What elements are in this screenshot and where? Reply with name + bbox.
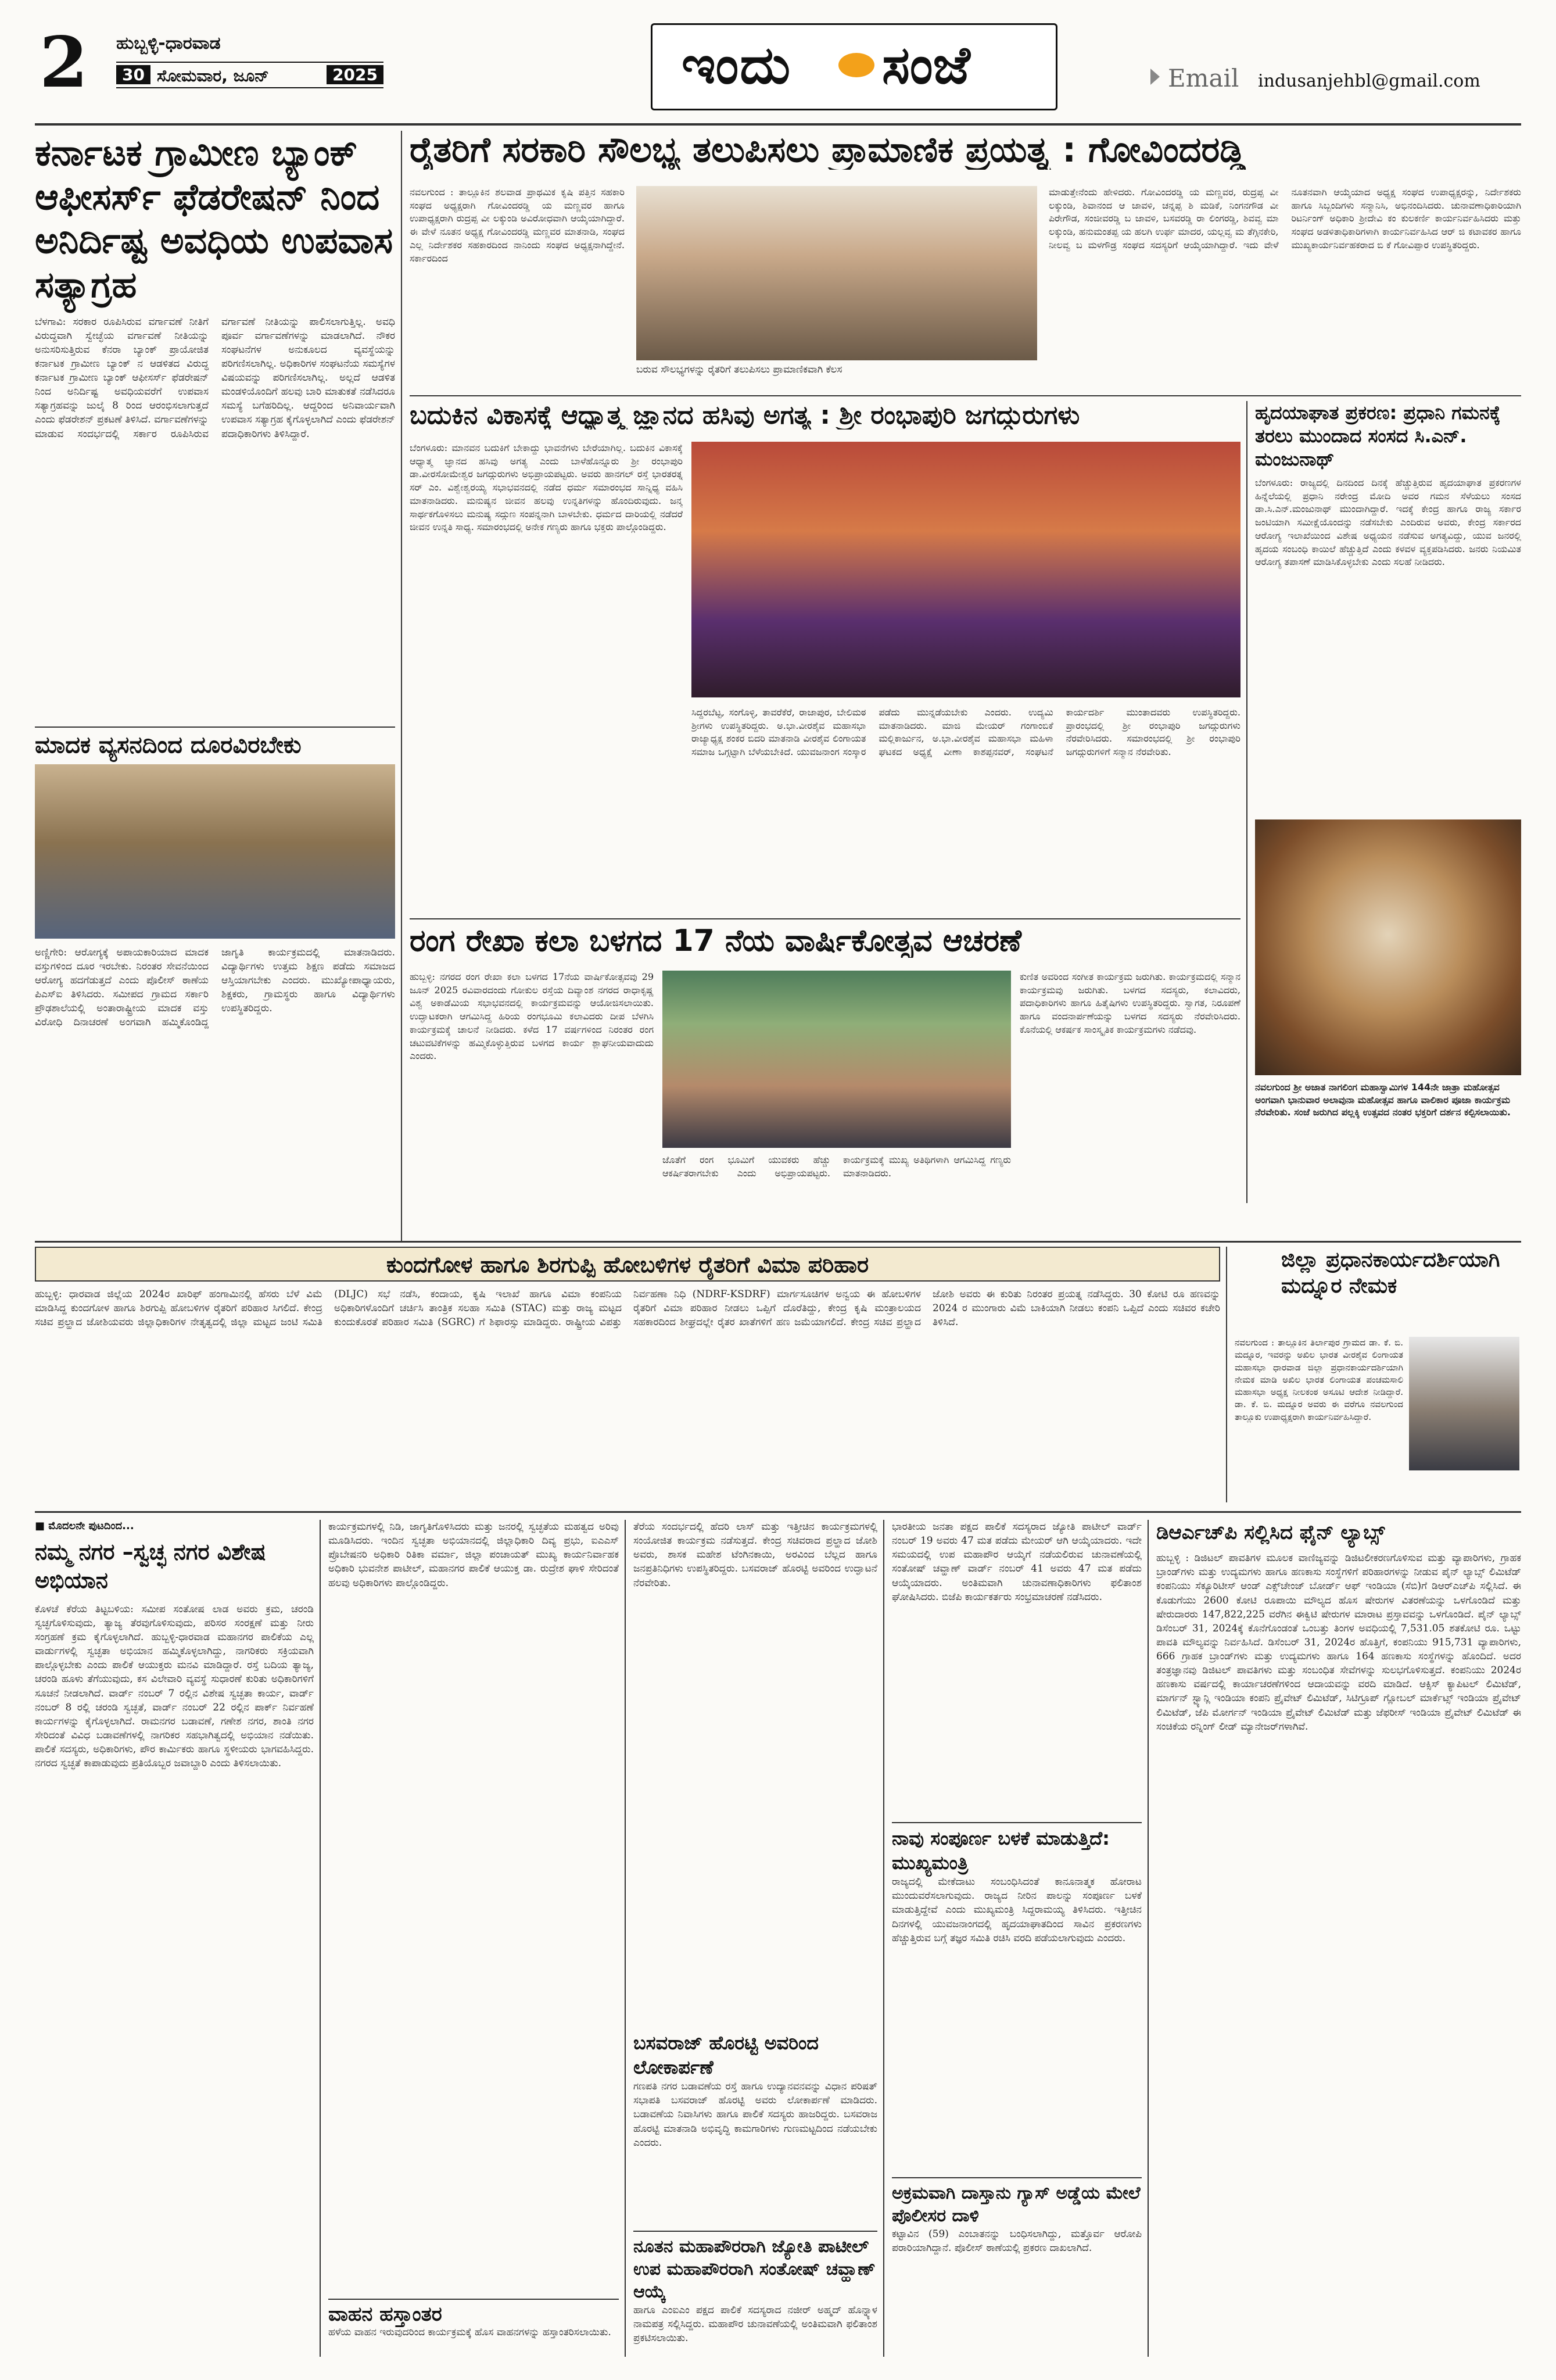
article-body: ಕಾರ್ಯಕ್ರಮಗಳಲ್ಲಿ ನಿಡಿ, ಜಾಗೃತಿಗೊಳಿಸಿದರು ಮತ್ತು ಜನರಲ್ಲಿ ಸ್ವಚ್ಛತೆಯ ಮಹತ್ವದ ಅರಿವು ಮೂಡಿಸಿದರು. ಇಂದಿನ ಸ್ವಚ್ಛತಾ ಅಭಿಯಾನದಲ್ಲಿ ಜಿಲ್ಲಾಧಿಕಾರಿ ದಿವ್ಯ ಪ್ರಭು, ಐಎಎಸ್ ಪ್ರೊಬೇಷನರಿ ಅಧಿಕಾರಿ ರಿತಿಕಾ ವರ್ಮಾ, ಜಿಲ್ಲಾ ಪಂಚಾಯತ್ ಮುಖ್ಯ ಕಾರ್ಯನಿರ್ವಾಹಕ ಅಧಿಕಾರಿ ಭುವನೇಶ ಪಾಟೀಲ್, ಮಹಾನಗರ ಪಾಲಿಕೆ ಆಯುಕ್ತ ಡಾ. ರುದ್ರೇಶ ಘಾಳಿ ಸೇರಿದಂತೆ ಹಲವು ಅಧಿಕಾರಿಗಳು ಪಾಲ್ಗೊಂಡಿದ್ದರು. bbox=[328, 1521, 619, 1589]
article-body: ಬೆಂಗಳೂರು: ರಾಜ್ಯದಲ್ಲಿ ದಿನದಿಂದ ದಿನಕ್ಕೆ ಹೆಚ್ಚುತ್ತಿರುವ ಹೃದಯಾಘಾತ ಪ್ರಕರಣಗಳ ಹಿನ್ನೆಲೆಯಲ್ಲಿ ಪ್ರಧಾನಿ ನರೇಂದ್ರ ಮೋದಿ ಅವರ ಗಮನ ಸೆಳೆಯಲು ಸಂಸದ ಡಾ.ಸಿ.ಎನ್.ಮಂಜುನಾಥ್ ಮುಂದಾಗಿದ್ದಾರೆ. ಇದಕ್ಕೆ ಕೇಂದ್ರ ಹಾಗೂ ರಾಜ್ಯ ಸರ್ಕಾರ ಜಂಟಿಯಾಗಿ ಸಮೀಕ್ಷೆಯೊಂದನ್ನು ನಡೆಸಬೇಕು ಎಂದಿರುವ ಅವರು, ಕೇಂದ್ರ ಸರ್ಕಾರದ ಆರೋಗ್ಯ ಇಲಾಖೆಯಿಂದ ವಿಶೇಷ ಅಧ್ಯಯನ ನಡೆಸುವ ಅಗತ್ಯವಿದ್ದು, ಯುವ ಜನರಲ್ಲಿ ಹೃದಯ ಸಂಬಂಧಿ ಕಾಯಿಲೆ ಹೆಚ್ಚುತ್ತಿದೆ ಎಂದು ಕಳವಳ ವ್ಯಕ್ತಪಡಿಸಿದರು. ಜನರು ನಿಯಮಿತ ಆರೋಗ್ಯ ತಪಾಸಣೆ ಮಾಡಿಸಿಕೊಳ್ಳಬೇಕು ಎಂದು ಸಲಹೆ ನೀಡಿದರು. bbox=[1255, 477, 1521, 568]
email-label: Email bbox=[1168, 64, 1239, 92]
portrait-photo bbox=[1409, 1337, 1519, 1470]
column-rule bbox=[1226, 1247, 1227, 1502]
article-body: ಭಾರತೀಯ ಜನತಾ ಪಕ್ಷದ ಪಾಲಿಕೆ ಸದಸ್ಯರಾದ ಜ್ಯೋತಿ ಪಾಟೀಲ್ ವಾರ್ಡ್ ನಂಬರ್ 19 ಅವರು 47 ಮತ ಪಡೆದು ಮೇಯರ್ ಆಗಿ ಆಯ್ಕೆಯಾದರು. ಇದೇ ಸಮಯದಲ್ಲಿ ಉಪ ಮಹಾಪೌರ ಆಯ್ಕೆಗೆ ನಡೆಯಲಿರುವ ಚುನಾವಣೆಯಲ್ಲಿ ಸಂತೋಷ್ ಚವ್ಹಾಣ್ ವಾರ್ಡ್ ನಂಬರ್ 41 ಅವರು 47 ಮತ ಪಡೆದು ಆಯ್ಕೆಯಾದರು. ಅಂತಿಮವಾಗಿ ಚುನಾವಣಾಧಿಕಾರಿಗಳು ಫಲಿತಾಂಶ ಘೋಷಿಸಿದರು. ಬಿಜೆಪಿ ಕಾರ್ಯಕರ್ತರು ಸಂಭ್ರಮಾಚರಣೆ ನಡೆಸಿದರು. bbox=[892, 1521, 1142, 1603]
page-number: 2 bbox=[40, 22, 88, 103]
article-body: ಹುಬ್ಬಳ್ಳಿ : ಡಿಜಿಟಲ್ ಪಾವತಿಗಳ ಮೂಲಕ ವಾಣಿಜ್ಯವನ್ನು ಡಿಜಿಟಲೀಕರಣಗೊಳಿಸುವ ಮತ್ತು ವ್ಯಾಪಾರಿಗಳು, ಗ್ರಾಹಕ ಬ್ರಾಂಡ್‌ಗಳು ಮತ್ತು ಉದ್ಯಮಗಳು ಹಾಗೂ ಹಣಕಾಸು ಸಂಸ್ಥೆಗಳಿಗೆ ಪರಿಹಾರಗಳನ್ನು ನೀಡುವ ಪೈನ್ ಲ್ಯಾಬ್ಸ್ ಲಿಮಿಟೆಡ್ ಕಂಪನಿಯು ಸೆಕ್ಯೂರಿಟೀಸ್ ಆಂಡ್ ಎಕ್ಸ್‌ಚೇಂಜ್ ಬೋರ್ಡ್ ಆಫ್ ಇಂಡಿಯಾ (ಸೆಬಿ)ಗೆ ಡಿಆರ್‌ಎಚ್‌ಪಿ ಸಲ್ಲಿಸಿದೆ. ಈ ಕೊಡುಗೆಯು 2600 ಕೋಟಿ ರೂಪಾಯಿ ಮೌಲ್ಯದ ಹೊಸ ಷೇರುಗಳ ವಿತರಣೆಯನ್ನು ಒಳಗೊಂಡಿದೆ ಮತ್ತು ಷೇರುದಾರರು 147,822,225 ವರೆಗಿನ ಈಕ್ವಿಟಿ ಷೇರುಗಳ ಮಾರಾಟ ಪ್ರಸ್ತಾವವನ್ನು ಒಳಗೊಂಡಿದೆ. ಪೈನ್ ಲ್ಯಾಬ್ಸ್ ಡಿಸೆಂಬರ್ 31, 2024ಕ್ಕೆ ಕೊನೆಗೊಂಡಂತೆ ಒಂಬತ್ತು ತಿಂಗಳ ಅವಧಿಯಲ್ಲಿ 7,531.05 ಶತಕೋಟಿ ರೂ. ಒಟ್ಟು ಪಾವತಿ ಮೌಲ್ಯವನ್ನು ನಿರ್ವಹಿಸಿದೆ. ಡಿಸೆಂಬರ್ 31, 2024ರ ಹೊತ್ತಿಗೆ, ಕಂಪನಿಯು 915,731 ವ್ಯಾಪಾರಿಗಳು, 666 ಗ್ರಾಹಕ ಬ್ರಾಂಡ್‌ಗಳು ಮತ್ತು ಉದ್ಯಮಗಳು ಹಾಗೂ 164 ಹಣಕಾಸು ಸಂಸ್ಥೆಗಳನ್ನು ಹೊಂದಿದೆ. ಅದರ ತಂತ್ರಜ್ಞಾನವು ಡಿಜಿಟಲ್ ಪಾವತಿಗಳು ಮತ್ತು ಸಂಬಂಧಿತ ಸೇವೆಗಳನ್ನು ಸುಲಭಗೊಳಿಸುತ್ತದೆ. ಕಂಪನಿಯು 2024ರ ಹಣಕಾಸು ವರ್ಷದಲ್ಲಿ ಕಾರ್ಯಾಚರಣೆಗಳಿಂದ ಆದಾಯವನ್ನು ವರದಿ ಮಾಡಿದೆ. ಆಕ್ಸಿಸ್ ಕ್ಯಾಪಿಟಲ್ ಲಿಮಿಟೆಡ್, ಮಾರ್ಗನ್ ಸ್ಟ್ಯಾನ್ಲಿ ಇಂಡಿಯಾ ಕಂಪನಿ ಪ್ರೈವೇಟ್ ಲಿಮಿಟೆಡ್, ಸಿಟಿಗ್ರೂಪ್ ಗ್ಲೋಬಲ್ ಮಾರ್ಕೆಟ್ಸ್ ಇಂಡಿಯಾ ಪ್ರೈವೇಟ್ ಲಿಮಿಟೆಡ್, ಜೆಪಿ ಮೋರ್ಗನ್ ಇಂಡಿಯಾ ಪ್ರೈವೇಟ್ ಲಿಮಿಟೆಡ್ ಮತ್ತು ಜೆಫರೀಸ್ ಇಂಡಿಯಾ ಪ್ರೈವೇಟ್ ಲಿಮಿಟೆಡ್ ಈ ಸಂಚಿಕೆಯ ರನ್ನಿಂಗ್ ಲೀಡ್ ಮ್ಯಾನೇಜರ್‌ಗಳಾಗಿವೆ. bbox=[1156, 1552, 1521, 1733]
article-drhp bbox=[1156, 1520, 1521, 2357]
column-rule bbox=[883, 1520, 884, 2357]
sun-icon bbox=[838, 53, 874, 77]
column-rule bbox=[1148, 1520, 1149, 2357]
lamp-lighting-photo bbox=[662, 971, 1011, 1148]
article-body: ಅಣ್ಣಿಗೇರಿ: ಆರೋಗ್ಯಕ್ಕೆ ಅಪಾಯಕಾರಿಯಾದ ಮಾದಕ ವಸ್ತುಗಳಿಂದ ದೂರ ಇರಬೇಕು. ನಿರಂತರ ಸೇವನೆಯಿಂದ ಆರೋಗ್ಯ ಹದಗೆಡುತ್ತದೆ ಎಂದು ಪೊಲೀಸ್ ಠಾಣೆಯ ಪಿಎಸ್ಐ ತಿಳಿಸಿದರು. ಸಮೀಪದ ಗ್ರಾಮದ ಸರ್ಕಾರಿ ಪ್ರೌಢಶಾಲೆಯಲ್ಲಿ ಅಂತಾರಾಷ್ಟ್ರೀಯ ಮಾದಕ ವಸ್ತು ವಿರೋಧಿ ದಿನಾಚರಣೆ ಅಂಗವಾಗಿ ಹಮ್ಮಿಕೊಂಡಿದ್ದ ಜಾಗೃತಿ ಕಾರ್ಯಕ್ರಮದಲ್ಲಿ ಮಾತನಾಡಿದರು. ವಿದ್ಯಾರ್ಥಿಗಳು ಉತ್ತಮ ಶಿಕ್ಷಣ ಪಡೆದು ಸಮಾಜದ ಆಸ್ತಿಯಾಗಬೇಕು ಎಂದರು. ಮುಖ್ಯೋಪಾಧ್ಯಾಯರು, ಶಿಕ್ಷಕರು, ಗ್ರಾಮಸ್ಥರು ಹಾಗೂ ವಿದ್ಯಾರ್ಥಿಗಳು ಉಪಸ್ಥಿತರಿದ್ದರು. bbox=[35, 946, 395, 1029]
article-bank bbox=[35, 131, 395, 770]
headline: ಕರ್ನಾಟಕ ಗ್ರಾಮೀಣ ಬ್ಯಾಂಕ್ ಆಫೀಸರ್ಸ್ ಫೆಡರೇಷನ್ ನಿಂದ ಅನಿರ್ದಿಷ್ಟ ಅವಧಿಯ ಉಪವಾಸ ಸತ್ಯಾಗ್ರಹ bbox=[35, 131, 393, 306]
headline: ಹೃದಯಾಘಾತ ಪ್ರಕರಣ: ಪ್ರಧಾನಿ ಗಮನಕ್ಕೆ ತರಲು ಮುಂದಾದ ಸಂಸದ ಸಿ.ಎನ್. ಮಂಜುನಾಥ್ bbox=[1255, 402, 1501, 470]
classroom-photo bbox=[35, 764, 395, 939]
newspaper-logo bbox=[651, 23, 1057, 110]
article-drugs bbox=[35, 726, 395, 1226]
stage-photo bbox=[691, 442, 1241, 697]
temple-caption: ನವಲಗುಂದ ಶ್ರೀ ಅಜಾತ ನಾಗಲಿಂಗ ಮಹಾಸ್ವಾಮಿಗಳ 144ನೇ ಜಾತ್ರಾ ಮಹೋತ್ಸವ ಅಂಗವಾಗಿ ಭಾನುವಾರ ಅಲಾವುನಾ ಮಹೋತ್ಸವ ಹಾಗೂ ವಾಲಿಕಾರ ಪೂಜಾ ಕಾರ್ಯಕ್ರಮ ನೆರವೇರಿತು. ಸಂಜೆ ಜರುಗಿದ ಪಲ್ಲಕ್ಕಿ ಉತ್ಸವದ ನಂತರ ಭಕ್ತರಿಗೆ ದರ್ಶನ ಕಲ್ಪಿಸಲಾಯಿತು. bbox=[1255, 1082, 1511, 1118]
subhead: ಬಸವರಾಜ್ ಹೊರಟ್ಟಿ ಅವರಿಂದ ಲೋಕಾರ್ಪಣೆ bbox=[633, 2032, 819, 2078]
sub-body: ಗಣಪತಿ ನಗರ ಬಡಾವಣೆಯ ರಸ್ತೆ ಹಾಗೂ ಉದ್ಯಾನವನವನ್ನು ವಿಧಾನ ಪರಿಷತ್ ಸಭಾಪತಿ ಬಸವರಾಜ್ ಹೊರಟ್ಟಿ ಅವರು ಲೋಕಾರ್ಪಣೆ ಮಾಡಿದರು. ಬಡಾವಣೆಯ ನಿವಾಸಿಗಳು ಹಾಗೂ ಪಾಲಿಕೆ ಸದಸ್ಯರು ಹಾಜರಿದ್ದರು. ಬಸವರಾಜ ಹೊರಟ್ಟಿ ಮಾತನಾಡಿ ಅಭಿವೃದ್ಧಿ ಕಾಮಗಾರಿಗಳು ಗುಣಮಟ್ಟದಿಂದ ನಡೆಯಬೇಕು ಎಂದರು. bbox=[633, 2081, 877, 2149]
article-zilla bbox=[1235, 1247, 1521, 1502]
section-rule bbox=[35, 1241, 1521, 1243]
article-insurance-body: ಹುಬ್ಬಳ್ಳಿ: ಧಾರವಾಡ ಜಿಲ್ಲೆಯ 2024ರ ಖಾರಿಫ್ ಹಂಗಾಮಿನಲ್ಲಿ ಹೆಸರು ಬೆಳೆ ವಿಮೆ ಮಾಡಿಸಿದ್ದ ಕುಂದಗೋಳ ಹಾಗೂ ಶಿರಗುಪ್ಪಿ ಹೋಬಳಿಗಳ ರೈತರಿಗೆ ಪರಿಹಾರ ಸಿಗಲಿದೆ. ಕೇಂದ್ರ ಸಚಿವ ಪ್ರಲ್ಹಾದ ಜೋಶಿಯವರು ಜಿಲ್ಲಾಧಿಕಾರಿಗಳ ನೇತೃತ್ವದಲ್ಲಿ ಜಿಲ್ಲಾ ಮಟ್ಟದ ಜಂಟಿ ಸಮಿತಿ (DLJC) ಸಭೆ ನಡೆಸಿ, ಕಂದಾಯ, ಕೃಷಿ ಇಲಾಖೆ ಹಾಗೂ ವಿಮಾ ಕಂಪನಿಯ ಅಧಿಕಾರಿಗಳೊಂದಿಗೆ ಚರ್ಚಿಸಿ ತಾಂತ್ರಿಕ ಸಲಹಾ ಸಮಿತಿ (STAC) ಮತ್ತು ರಾಜ್ಯ ಮಟ್ಟದ ಕುಂದುಕೊರತೆ ಪರಿಹಾರ ಸಮಿತಿ (SGRC) ಗೆ ಶಿಫಾರಸ್ಸು ಮಾಡಿದ್ದರು. ರಾಷ್ಟ್ರೀಯ ವಿಪತ್ತು ನಿರ್ವಹಣಾ ನಿಧಿ (NDRF-KSDRF) ಮಾರ್ಗಸೂಚಿಗಳ ಅನ್ವಯ ಈ ಹೋಬಳಿಗಳ ರೈತರಿಗೆ ವಿಮಾ ಪರಿಹಾರ ನೀಡಲು ಒಪ್ಪಿಗೆ ದೊರೆತಿದ್ದು, ಕೇಂದ್ರ ಕೃಷಿ ಮಂತ್ರಾಲಯದ ಸಹಕಾರದಿಂದ ಶೀಘ್ರದಲ್ಲೇ ರೈತರ ಖಾತೆಗಳಿಗೆ ಹಣ ಜಮೆಯಾಗಲಿದೆ. ಕೇಂದ್ರ ಸಚಿವ ಪ್ರಲ್ಹಾದ ಜೋಶಿ ಅವರು ಈ ಕುರಿತು ನಿರಂತರ ಪ್ರಯತ್ನ ನಡೆಸಿದ್ದರು. 30 ಕೋಟಿ ರೂ ಹಣವನ್ನು 2024 ರ ಮುಂಗಾರು ವಿಮೆ ಬಾಕಿಯಾಗಿ ನೀಡಲು ಕಂಪನಿ ಒಪ್ಪಿದೆ ಎಂದು ಸಚಿವರ ಕಚೇರಿ ತಿಳಿಸಿದೆ. bbox=[35, 1289, 1220, 1329]
date-day: 30 bbox=[116, 65, 150, 84]
headline: ಬದುಕಿನ ವಿಕಾಸಕ್ಕೆ ಆಧ್ಯಾತ್ಮ ಜ್ಞಾನದ ಹಸಿವು ಅಗತ್ಯ : ಶ್ರೀ ರಂಭಾಪುರಿ ಜಗದ್ಗುರುಗಳು bbox=[410, 401, 1080, 430]
photo-caption: ಬರುವ ಸೌಲಭ್ಯಗಳನ್ನು ರೈತರಿಗೆ ತಲುಪಿಸಲು ಪ್ರಾಮಾಣಿಕವಾಗಿ ಕೆಲಸ bbox=[636, 364, 842, 375]
masthead-rule bbox=[35, 123, 1521, 126]
subhead: ನಾವು ಸಂಪೂರ್ಣ ಬಳಕೆ ಮಾಡುತ್ತಿದೆ: ಮುಖ್ಯಮಂತ್ರಿ bbox=[892, 1822, 1142, 1875]
article-body-left: ನವಲಗುಂದ : ತಾಲ್ಲೂಕಿನ ಶಲವಾಡ ಪ್ರಾಥಮಿಕ ಕೃಷಿ ಪತ್ತಿನ ಸಹಕಾರಿ ಸಂಘದ ಅಧ್ಯಕ್ಷರಾಗಿ ಗೋವಿಂದರಡ್ಡಿ ಯ ಮಣ್ಣವರ ಹಾಗೂ ಉಪಾಧ್ಯಕ್ಷರಾಗಿ ರುದ್ರಪ್ಪ ವೀ ಲಕ್ಕುಂಡಿ ಅವಿರೋಧವಾಗಿ ಆಯ್ಕೆಯಾಗಿದ್ದಾರೆ. ಈ ವೇಳೆ ನೂತನ ಅಧ್ಯಕ್ಷ ಗೋವಿಂದರಡ್ಡಿ ಮಣ್ಣವರ ಮಾತನಾಡಿ, ಸಂಘದ ಎಲ್ಲ ನಿರ್ದೇಶಕರ ಸಹಕಾರದಿಂದ ನಾನಿಂದು ಸಂಘದ ಅಧ್ಯಕ್ಷನಾಗಿದ್ದೇನೆ. ಸರ್ಕಾರದಿಂದ bbox=[410, 187, 625, 264]
article-body-left: ಬೆಂಗಳೂರು: ಮಾನವನ ಬದುಕಿಗೆ ಬೇಕಾದ್ದು ಭಾವನೆಗಳು ಬೇರೆಯಾಗಿಲ್ಲ. ಬದುಕಿನ ವಿಕಾಸಕ್ಕೆ ಆಧ್ಯಾತ್ಮ ಜ್ಞಾನದ ಹಸಿವು ಅಗತ್ಯ ಎಂದು ಬಾಳೆಹೊನ್ನೂರು ಶ್ರೀ ರಂಭಾಪುರಿ ಡಾ.ವೀರಸೋಮೇಶ್ವರ ಜಗದ್ಗುರುಗಳು ಅಭಿಪ್ರಾಯಪಟ್ಟರು. ಅವರು ಹಾನಗಲ್ ರಸ್ತೆ ಭಾರತರತ್ನ ಸರ್ ಎಂ. ವಿಶ್ವೇಶ್ವರಯ್ಯ ಸಭಾಭವನದಲ್ಲಿ ನಡೆದ ಧರ್ಮ ಸಮಾರಂಭದ ಸಾನ್ನಿಧ್ಯ ವಹಿಸಿ ಮಾತನಾಡಿದರು. ಮನುಷ್ಯನ ಜೀವನ ಹಲವು ಉನ್ನತಿಗಳನ್ನು ಹೊಂದಿರುವುದು. ಜನ್ಮ ಸಾರ್ಥಕಗೊಳಿಸಲು ಮನುಷ್ಯ ಸದ್ಗುಣ ಸಂಪನ್ನನಾಗಿ ಬಾಳಬೇಕು. ಧರ್ಮದ ದಾರಿಯಲ್ಲಿ ನಡೆದರೆ ಜೀವನ ಉನ್ನತಿ ಸಾಧ್ಯ. ಸಮಾರಂಭದಲ್ಲಿ ಅನೇಕ ಗಣ್ಯರು ಹಾಗೂ ಭಕ್ತರು ಪಾಲ್ಗೊಂಡಿದ್ದರು. bbox=[410, 442, 683, 533]
column-rule bbox=[320, 1520, 321, 2357]
article-body: ಬೆಳಗಾವಿ: ಸರಕಾರ ರೂಪಿಸಿರುವ ವರ್ಗಾವಣೆ ನೀತಿಗೆ ವಿರುದ್ಧವಾಗಿ ಸ್ವೇಚ್ಛೆಯ ವರ್ಗಾವಣೆ ನೀತಿಯನ್ನು ಅನುಸರಿಸುತ್ತಿರುವ ಕೆನರಾ ಬ್ಯಾಂಕ್ ಪ್ರಾಯೋಜಿತ ಕರ್ನಾಟಕ ಗ್ರಾಮೀಣ ಬ್ಯಾಂಕ್ ನ ಆಡಳಿತದ ವಿರುದ್ಧ ಕರ್ನಾಟಕ ಗ್ರಾಮೀಣ ಬ್ಯಾಂಕ್ ಆಫೀಸರ್ಸ್ ಫೆಡರೇಷನ್ ನಿಂದ ಅನಿರ್ದಿಷ್ಟ ಅವಧಿಯವರೆಗೆ ಉಪವಾಸ ಸತ್ಯಾಗ್ರಹವನ್ನು ಜುಲೈ 8 ರಿಂದ ಆರಂಭಿಸಲಾಗುತ್ತದೆ ಎಂದು ಫೆಡರೇಶನ್ ಪ್ರಕಟಣೆ ತಿಳಿಸಿದೆ. ವರ್ಗಾವಣೆಗಳನ್ನು ಮಾಡುವ ಸಂದರ್ಭದಲ್ಲಿ ಸರ್ಕಾರ ರೂಪಿಸಿರುವ ವರ್ಗಾವಣೆ ನೀತಿಯನ್ನು ಪಾಲಿಸಲಾಗುತ್ತಿಲ್ಲ. ಅವಧಿ ಪೂರ್ವ ವರ್ಗಾವಣೆಗಳನ್ನು ಮಾಡಲಾಗಿದೆ. ನೌಕರ ಸಂಘಟನೆಗಳ ಅನುಕೂಲದ ವ್ಯವಸ್ಥೆಯನ್ನು ಪರಿಗಣಿಸಲಾಗಿಲ್ಲ. ಅಧಿಕಾರಿಗಳ ಸಂಘಟನೆಯ ಸಮಸ್ಯೆಗಳ ವಿಷಯವನ್ನು ಪರಿಗಣಿಸಲಾಗಿಲ್ಲ. ಅಲ್ಲದೆ ಆಡಳಿತ ಮಂಡಳಿಯೊಂದಿಗೆ ಹಲವು ಬಾರಿ ಮಾತುಕತೆ ನಡೆಸಿದರೂ ಸಮಸ್ಯೆ ಬಗೆಹರಿದಿಲ್ಲ. ಆದ್ದರಿಂದ ಅನಿವಾರ್ಯವಾಗಿ ಉಪವಾಸ ಸತ್ಯಾಗ್ರಹ ಕೈಗೊಳ್ಳಲಾಗಿದೆ ಎಂದು ಫೆಡರೇಶನ್ ಪದಾಧಿಕಾರಿಗಳು ತಿಳಿಸಿದ್ದಾರೆ. bbox=[35, 316, 395, 440]
kicker: ■ ಮೊದಲನೇ ಪುಟದಿಂದ... bbox=[35, 1520, 134, 1532]
article-body: ಕೊಳಚೆ ಕೆರೆಯ ತಿಟ್ಟಬಳಿಯ: ಸಮೀಪ ಸಂತೋಷ ಲಾಡ ಅವರು ಕ್ರಮ, ಚರಂಡಿ ಸ್ವಚ್ಛಗೊಳಿಸುವುದು, ತ್ಯಾಜ್ಯ ತೆರವುಗೊಳಿಸುವುದು, ಪರಿಸರ ಸಂರಕ್ಷಣೆ ಮತ್ತು ನೀರು ಸಂಗ್ರಹಣೆ ಕ್ರಮ ಕೈಗೊಳ್ಳಲಾಗಿದೆ. ಹುಬ್ಬಳ್ಳಿ-ಧಾರವಾಡ ಮಹಾನಗರ ಪಾಲಿಕೆಯ ಎಲ್ಲ ವಾರ್ಡುಗಳಲ್ಲಿ ಸ್ವಚ್ಛತಾ ಅಭಿಯಾನ ಹಮ್ಮಿಕೊಳ್ಳಲಾಗಿದ್ದು, ನಾಗರಿಕರು ಸಕ್ರಿಯವಾಗಿ ಪಾಲ್ಗೊಳ್ಳಬೇಕು ಎಂದು ಪಾಲಿಕೆ ಆಯುಕ್ತರು ಮನವಿ ಮಾಡಿದ್ದಾರೆ. ರಸ್ತೆ ಬದಿಯ ತ್ಯಾಜ್ಯ, ಚರಂಡಿ ಹೂಳು ತೆಗೆಯುವುದು, ಕಸ ವಿಲೇವಾರಿ ವ್ಯವಸ್ಥೆ ಸುಧಾರಣೆ ಕುರಿತು ಅಧಿಕಾರಿಗಳಿಗೆ ಸೂಚನೆ ನೀಡಲಾಗಿದೆ. ವಾರ್ಡ್ ನಂಬರ್ 7 ರಲ್ಲಿನ ವಿಶೇಷ ಸ್ವಚ್ಛತಾ ಕಾರ್ಯ, ವಾರ್ಡ್ ನಂಬರ್ 8 ರಲ್ಲಿ ಚರಂಡಿ ಸ್ವಚ್ಛತೆ, ವಾರ್ಡ್ ನಂಬರ್ 22 ರಲ್ಲಿನ ಪಾರ್ಕ್ ನಿರ್ವಹಣೆ ಕಾರ್ಯಗಳನ್ನು ಕೈಗೊಳ್ಳಲಾಗಿದೆ. ರಾಮನಗರ ಬಡಾವಣೆ, ಗಣೇಶ ನಗರ, ಶಾಂತಿ ನಗರ ಸೇರಿದಂತೆ ವಿವಿಧ ಬಡಾವಣೆಗಳಲ್ಲಿ ನಾಗರಿಕರ ಸಹಭಾಗಿತ್ವದಲ್ಲಿ ಅಭಿಯಾನ ನಡೆಯಿತು. ಪಾಲಿಕೆ ಸದಸ್ಯರು, ಅಧಿಕಾರಿಗಳು, ಪೌರ ಕಾರ್ಮಿಕರು ಹಾಗೂ ಸ್ಥಳೀಯರು ಭಾಗವಹಿಸಿದ್ದರು. ನಗರದ ಸ್ವಚ್ಛತೆ ಕಾಪಾಡುವುದು ಪ್ರತಿಯೊಬ್ಬರ ಜವಾಬ್ದಾರಿ ಎಂದು ತಿಳಿಸಲಾಯಿತು. bbox=[35, 1603, 314, 1770]
date-year: 2025 bbox=[327, 65, 383, 84]
article-rangareka bbox=[410, 924, 1241, 1226]
dateline bbox=[116, 62, 383, 88]
column-rule bbox=[625, 1520, 626, 2357]
insurance-banner bbox=[35, 1247, 1220, 1282]
article-body: ತೆರೆಯ ಸಂದರ್ಭದಲ್ಲಿ ಹೆದರಿ ಲಾಸ್ ಮತ್ತು ಇತ್ತೀಚಿನ ಕಾರ್ಯಕ್ರಮಗಳಲ್ಲಿ ಸಂಯೋಜಿತ ಕಾರ್ಯಕ್ರಮ ನಡೆಸುತ್ತದೆ. ಕೇಂದ್ರ ಸಚಿವರಾದ ಪ್ರಲ್ಹಾದ ಜೋಶಿ ಅವರು, ಶಾಸಕ ಮಹೇಶ ಟೆಂಗಿನಕಾಯಿ, ಅರವಿಂದ ಬೆಲ್ಲದ ಹಾಗೂ ಜನಪ್ರತಿನಿಧಿಗಳು ಉಪಸ್ಥಿತರಿದ್ದರು. ಬಸವರಾಜ್ ಹೊರಟ್ಟಿ ಅವರಿಂದ ಉದ್ಘಾಟನೆ ನೆರವೇರಿತು. bbox=[633, 1521, 877, 1589]
email-address[interactable]: indusanjehbl@gmail.com bbox=[1258, 71, 1480, 91]
subhead-gas: ಅಕ್ರಮವಾಗಿ ದಾಸ್ತಾನು ಗ್ಯಾಸ್ ಅಡ್ಡೆಯ ಮೇಲೆ ಪೊಲೀಸರ ದಾಳಿ bbox=[892, 2177, 1142, 2227]
article-body: ನವಲಗುಂದ : ತಾಲ್ಲೂಕಿನ ತಿರ್ಲಾಪುರ ಗ್ರಾಮದ ಡಾ. ಕೆ. ಬಿ. ಮದ್ನೂರ, ಇವರನ್ನು ಅಖಿಲ ಭಾರತ ವೀರಶೈವ ಲಿಂಗಾಯತ ಮಹಾಸಭಾ ಧಾರವಾಡ ಜಿಲ್ಲಾ ಪ್ರಧಾನಕಾರ್ಯದರ್ಶಿಯಾಗಿ ನೇಮಕ ಮಾಡಿ ಅಖಿಲ ಭಾರತ ಲಿಂಗಾಯತ ಪಂಚಮಸಾಲಿ ಮಹಾಸಭಾ ಅಧ್ಯಕ್ಷ ನೀಲಕಂಠ ಅಸೂಟಿ ಆದೇಶ ನೀಡಿದ್ದಾರೆ. ಡಾ. ಕೆ. ಬಿ. ಮದ್ನೂರ ಅವರು ಈ ವರೆಗೂ ನವಲಗುಂದ ತಾಲ್ಲೂಕು ಉಪಾಧ್ಯಕ್ಷರಾಗಿ ಕಾರ್ಯನಿರ್ವಹಿಸಿದ್ದಾರೆ. bbox=[1235, 1337, 1403, 1422]
logo-text-right: ಸಂಜೆ bbox=[882, 35, 970, 96]
logo-text-left: ಇಂದು bbox=[682, 35, 792, 96]
article-body-right: ಕುಣಿತ ಅವರಿಂದ ಸಂಗೀತ ಕಾರ್ಯಕ್ರಮ ಜರುಗಿತು. ಕಾರ್ಯಕ್ರಮದಲ್ಲಿ ಸನ್ಮಾನ ಕಾರ್ಯಕ್ರಮವು ಜರುಗಿತು. ಬಳಗದ ಸದಸ್ಯರು, ಕಲಾವಿದರು, ಪದಾಧಿಕಾರಿಗಳು ಹಾಗೂ ಹಿತೈಷಿಗಳು ಉಪಸ್ಥಿತರಿದ್ದರು. ಸ್ವಾಗತ, ನಿರೂಪಣೆ ಹಾಗೂ ವಂದನಾರ್ಪಣೆಯನ್ನು ಬಳಗದ ಸದಸ್ಯರು ನೆರವೇರಿಸಿದರು. ಕೊನೆಯಲ್ಲಿ ಆಕರ್ಷಕ ಸಾಂಸ್ಕೃತಿಕ ಕಾರ್ಯಕ್ರಮಗಳು ನಡೆದವು. bbox=[1020, 971, 1241, 1035]
sub-body-gas: ಕಟ್ಟಾವಿನ (59) ಎಂಬಾತನನ್ನು ಬಂಧಿಸಲಾಗಿದ್ದು, ಮತ್ತೊರ್ವ ಆರೋಪಿ ಪರಾರಿಯಾಗಿದ್ದಾನೆ. ಪೊಲೀಸ್ ಠಾಣೆಯಲ್ಲಿ ಪ್ರಕರಣ ದಾಖಲಾಗಿದೆ. bbox=[892, 2228, 1142, 2254]
email-block bbox=[1150, 64, 1522, 93]
article-body-right: ಮಾಡುತ್ತೇನೆಂದು ಹೇಳಿದರು. ಗೋವಿಂದರಡ್ಡಿ ಯ ಮಣ್ಣವರ, ರುದ್ರಪ್ಪ ವೀ ಲಕ್ಕುಂಡಿ, ಶಿವಾನಂದ ಆ ಜಾವಳಿ, ಚನ್ನಪ್ಪ ಶಿ ಮಡಿಕೆ, ನಿಂಗನಗೌಡ ವೀ ಪಿರೇಗೌಡ, ಸಂಜೀವರಡ್ಡಿ ಬ ಜಾವಳಿ, ಬಸವರಡ್ಡಿ ರಾ ಲಿಂಗರಡ್ಡಿ, ಶಿವವ್ವ ಮಾ ಲಕ್ಕುಂಡಿ, ಹನುಮಂತಪ್ಪ ಯ ಹಲಗಿ ಉರ್ಫ ಮಾದರ, ಯಲ್ಲವ್ವ ಮ ತೆಗ್ಗಿನಕೇರಿ, ನೀಲವ್ವ ಬ ಮಳಗೌಡ್ರ ಸಂಘದ ಸದಸ್ಯರಿಗೆ ಆಯ್ಕೆಯಾಗಿದ್ದಾರೆ. ಇದು ವೇಳೆ ನೂತನವಾಗಿ ಆಯ್ಕೆಯಾದ ಅಧ್ಯಕ್ಷ ಸಂಘದ ಉಪಾಧ್ಯಕ್ಷರನ್ನು, ನಿರ್ದೇಶಕರು ಹಾಗೂ ಸಿಬ್ಬಂದಿಗಳು ಸನ್ಮಾನಿಸಿ, ಅಭಿನಂದಿಸಿದರು. ಚುನಾವಣಾಧಿಕಾರಿಯಾಗಿ ರಿಟರ್ನಿಂಗ್ ಅಧಿಕಾರಿ ಶ್ರೀದೇವಿ ಕಂ ಕುಲಕರ್ಣಿ ಕಾರ್ಯನಿರ್ವಹಿಸಿದರು ಮತ್ತು ಸಂಘದ ಅಡಳಿತಾಧಿಕಾರಿಗಳಾಗಿ ಕಾರ್ಯನಿರ್ವಹಿಸಿದ ಆರ್ ಜಿ ಕಟಾವಕರ ಹಾಗೂ ಮುಖ್ಯಕಾರ್ಯನಿರ್ವಹಕರಾದ ಬಿ ಕೆ ಗೋವಿಪ್ಪಾರ ಉಪಸ್ಥಿತರಿದ್ದರು. bbox=[1049, 187, 1521, 250]
headline: ಜಿಲ್ಲಾ ಪ್ರಧಾನಕಾರ್ಯದರ್ಶಿಯಾಗಿ ಮದ್ನೂರ ನೇಮಕ bbox=[1281, 1248, 1500, 1298]
headline: ರಂಗ ರೇಖಾ ಕಲಾ ಬಳಗದ 17 ನೆಯ ವಾರ್ಷಿಕೋತ್ಸವ ಆಚರಣೆ bbox=[410, 924, 1021, 958]
headline: ಕುಂದಗೋಳ ಹಾಗೂ ಶಿರಗುಪ್ಪಿ ಹೋಬಳಿಗಳ ರೈತರಿಗೆ ವಿಮಾ ಪರಿಹಾರ bbox=[386, 1252, 869, 1277]
article-spiritual bbox=[410, 401, 1241, 912]
column-rule bbox=[1246, 401, 1247, 1203]
sub-body: ರಾಜ್ಯದಲ್ಲಿ ಮೇಕೆದಾಟು ಸಂಬಂಧಿಸಿದಂತೆ ಕಾನೂನಾತ್ಮಕ ಹೋರಾಟ ಮುಂದುವರೆಸಲಾಗುವುದು. ರಾಜ್ಯದ ನೀರಿನ ಪಾಲನ್ನು ಸಂಪೂರ್ಣ ಬಳಕೆ ಮಾಡುತ್ತಿದ್ದೇವೆ ಎಂದು ಮುಖ್ಯಮಂತ್ರಿ ಸಿದ್ದರಾಮಯ್ಯ ತಿಳಿಸಿದರು. ಇತ್ತೀಚಿನ ದಿನಗಳಲ್ಲಿ ಯುವಜನಾಂಗದಲ್ಲಿ ಹೃದಯಾಘಾತದಿಂದ ಸಾವಿನ ಪ್ರಕರಣಗಳು ಹೆಚ್ಚುತ್ತಿರುವ ಬಗ್ಗೆ ತಜ್ಞರ ಸಮಿತಿ ರಚಿಸಿ ವರದಿ ಪಡೆಯಲಾಗುವುದು ಎಂದರು. bbox=[892, 1876, 1142, 1944]
article-body-left: ಹುಬ್ಬಳ್ಳಿ: ನಗರದ ರಂಗ ರೇಖಾ ಕಲಾ ಬಳಗದ 17ನೆಯ ವಾರ್ಷಿಕೋತ್ಸವವು 29 ಜೂನ್ 2025 ರವಿವಾರದಂದು ಗೋಕುಲ ರಸ್ತೆಯ ದಿವ್ಯಾಂಶ ನಗರದ ರಾಧಾಕೃಷ್ಣ ವಿಶ್ವ ಅಕಾಡೆಮಿಯ ಸಭಾಭವನದಲ್ಲಿ ಕಾರ್ಯಕ್ರಮವನ್ನು ಆಯೋಜಿಸಲಾಯಿತು. ಉದ್ಘಾಟಕರಾಗಿ ಆಗಮಿಸಿದ್ದ ಹಿರಿಯ ರಂಗಭೂಮಿ ಕಲಾವಿದರು ದೀಪ ಬೆಳಗಿಸಿ ಕಾರ್ಯಕ್ರಮಕ್ಕೆ ಚಾಲನೆ ನೀಡಿದರು. ಕಳೆದ 17 ವರ್ಷಗಳಿಂದ ನಿರಂತರ ರಂಗ ಚಟುವಟಿಕೆಗಳನ್ನು ಹಮ್ಮಿಕೊಳ್ಳುತ್ತಿರುವ ಬಳಗದ ಕಾರ್ಯ ಶ್ಲಾಘನೀಯವಾದುದು ಎಂದರು. bbox=[410, 971, 654, 1062]
headline: ರೈತರಿಗೆ ಸರಕಾರಿ ಸೌಲಭ್ಯ ತಲುಪಿಸಲು ಪ್ರಾಮಾಣಿಕ ಪ್ರಯತ್ನ : ಗೋವಿಂದರಡ್ಡಿ bbox=[410, 131, 1246, 170]
article-clean-city bbox=[35, 1520, 314, 2357]
section-rule bbox=[410, 918, 1241, 919]
subhead: ವಾಹನ ಹಸ್ತಾಂತರ bbox=[328, 2299, 619, 2325]
headline: ಮಾದಕ ವ್ಯಸನದಿಂದ ದೂರವಿರಬೇಕು bbox=[35, 726, 395, 758]
article-horatti bbox=[633, 1520, 877, 2357]
article-farmers bbox=[410, 131, 1521, 392]
article-body-right: ಸಿದ್ದರಬೆಟ್ಟ, ಸಂಗೊಳ್ಳಿ, ತಾವರೆಕೆರೆ, ರಾಜಾಪುರ, ಬೇಲಿಮಠ ಶ್ರೀಗಳು ಉಪಸ್ಥಿತರಿದ್ದರು. ಅ.ಭಾ.ವೀರಶೈವ ಮಹಾಸಭಾ ರಾಜ್ಯಾಧ್ಯಕ್ಷ ಶಂಕರ ಬಿದರಿ ಮಾತನಾಡಿ ವೀರಶೈವ ಲಿಂಗಾಯತ ಸಮಾಜ ಒಗ್ಗಟ್ಟಾಗಿ ಬೆಳೆಯಬೇಕಿದೆ. ಯುವಜನಾಂಗ ಸಂಸ್ಕಾರ ಪಡೆದು ಮುನ್ನಡೆಯಬೇಕು ಎಂದರು. ಉದ್ಯಮಿ ಮಾತನಾಡಿದರು. ಮಾಜಿ ಮೇಯರ್ ಗಂಗಾಂಬಿಕೆ ಮಲ್ಲಿಕಾರ್ಜುನ, ಅ.ಭಾ.ವೀರಶೈವ ಮಹಾಸಭಾ ಮಹಿಳಾ ಘಟಕದ ಅಧ್ಯಕ್ಷೆ ವೀಣಾ ಕಾಶಪ್ಪನವರ್, ಸಂಘಟನೆ ಕಾರ್ಯದರ್ಶಿ ಮುಂತಾದವರು ಉಪಸ್ಥಿತರಿದ್ದರು. ಪ್ರಾರಂಭದಲ್ಲಿ ಶ್ರೀ ರಂಭಾಪುರಿ ಜಗದ್ಗುರುಗಳು ನೆರವೇರಿಸಿದರು. ಸಮಾರಂಭದಲ್ಲಿ ಶ್ರೀ ರಂಭಾಪುರಿ ಜಗದ್ಗುರುಗಳಿಗೆ ಸನ್ಮಾನ ನೆರವೇರಿತು. bbox=[691, 707, 1241, 758]
subhead-mayor: ನೂತನ ಮಹಾಪೌರರಾಗಿ ಜ್ಯೋತಿ ಪಾಟೀಲ್ ಉಪ ಮಹಾಪೌರರಾಗಿ ಸಂತೋಷ್ ಚವ್ಹಾಣ್ ಆಯ್ಕೆ bbox=[633, 2231, 877, 2303]
article-chief-minister bbox=[892, 1520, 1142, 2357]
article-heart bbox=[1255, 401, 1521, 819]
sub-body-mayor: ಹಾಗೂ ಎಂಐಎಂ ಪಕ್ಷದ ಪಾಲಿಕೆ ಸದಸ್ಯರಾದ ನಜೀರ್ ಅಹ್ಮದ್ ಹೊನ್ನ್ಯಾಳ ನಾಮಪತ್ರ ಸಲ್ಲಿಸಿದ್ದರು. ಮಹಾಪೌರ ಚುನಾವಣೆಯಲ್ಲಿ ಅಂತಿಮವಾಗಿ ಫಲಿತಾಂಶ ಪ್ರಕಟಿಸಲಾಯಿತು. bbox=[633, 2304, 877, 2345]
masthead bbox=[35, 23, 1521, 116]
date-weekday-month: ಸೋಮವಾರ, ಜೂನ್ bbox=[157, 66, 269, 85]
headline: ನಮ್ಮ ನಗರ –ಸ್ವಚ್ಛ ನಗರ ವಿಶೇಷ ಅಭಿಯಾನ bbox=[35, 1539, 266, 1594]
headline: ಡಿಆರ್ಎಚ್‌ಪಿ ಸಲ್ಲಿಸಿದ ಫೈನ್ ಲ್ಯಾಬ್ಸ್ bbox=[1156, 1521, 1385, 1544]
article-commissioner bbox=[328, 1520, 619, 2357]
sub-body: ಹಳೆಯ ವಾಹನ ಇರುವುದರಿಂದ ಕಾರ್ಯಕ್ರಮಕ್ಕೆ ಹೊಸ ವಾಹನಗಳನ್ನು ಹಸ್ತಾಂತರಿಸಲಾಯಿತು. bbox=[328, 2327, 611, 2339]
photo-caption: ಜೊತೆಗೆ ರಂಗ ಭೂಮಿಗೆ ಯುವಕರು ಹೆಚ್ಚು ಆಕರ್ಷಿತರಾಗಬೇಕು ಎಂದು ಅಭಿಪ್ರಾಯಪಟ್ಟರು. ಕಾರ್ಯಕ್ರಮಕ್ಕೆ ಮುಖ್ಯ ಅತಿಥಿಗಳಾಗಿ ಆಗಮಿಸಿದ್ದ ಗಣ್ಯರು ಮಾತನಾಡಿದರು. bbox=[662, 1154, 1011, 1179]
meeting-photo bbox=[636, 186, 1037, 360]
arrow-icon bbox=[1150, 69, 1160, 85]
section-rule bbox=[35, 1511, 1521, 1513]
section-rule bbox=[410, 395, 1521, 396]
temple-photo bbox=[1255, 819, 1521, 1075]
column-rule bbox=[401, 131, 402, 1241]
edition-name: ಹುಬ್ಬಳ್ಳಿ-ಧಾರವಾಡ bbox=[116, 33, 221, 53]
